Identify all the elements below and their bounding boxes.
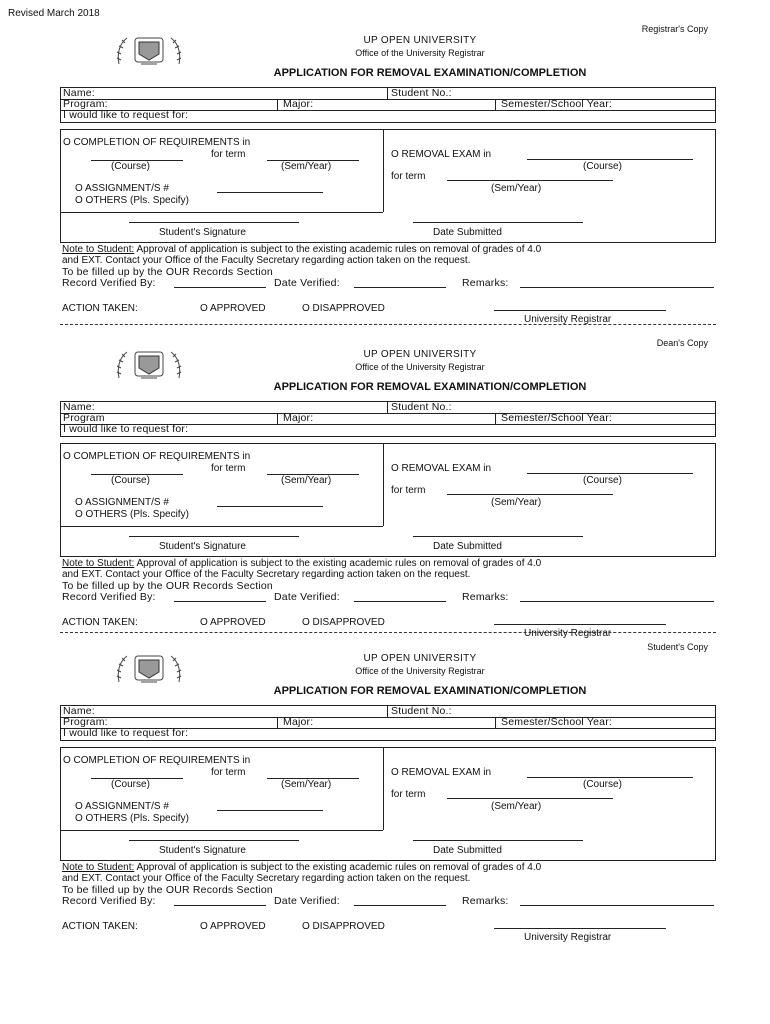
record-verified-label: Record Verified By:	[62, 895, 156, 907]
major-label: Major:	[283, 412, 314, 424]
disapproved-option[interactable]: O DISAPPROVED	[302, 617, 385, 628]
student-no-label: Student No.:	[391, 401, 452, 413]
request-box	[60, 747, 716, 861]
program-label: Program:	[63, 716, 108, 728]
note-line-1	[62, 862, 541, 873]
assignment-line[interactable]	[217, 192, 323, 193]
university-name: UP OPEN UNIVERSITY	[363, 653, 477, 664]
completion-course-caption: (Course)	[111, 475, 150, 486]
record-verified-label: Record Verified By:	[62, 591, 156, 603]
removal-sem-caption: (Sem/Year)	[491, 183, 542, 194]
assignment-option[interactable]: O ASSIGNMENT/S #	[75, 497, 169, 508]
assignment-line[interactable]	[217, 506, 323, 507]
office-name: Office of the University Registrar	[355, 666, 485, 676]
date-verified-label: Date Verified:	[274, 591, 340, 603]
semester-label: Semester/School Year:	[501, 98, 613, 110]
action-taken-label: ACTION TAKEN:	[62, 303, 138, 314]
revision-date: Revised March 2018	[8, 8, 100, 19]
assignment-option[interactable]: O ASSIGNMENT/S #	[75, 183, 169, 194]
signature-caption: Student's Signature	[159, 227, 246, 238]
request-label: I would like to request for:	[63, 109, 189, 121]
approved-option[interactable]: O APPROVED	[200, 303, 266, 314]
note-title: Note to Student:	[62, 244, 135, 255]
completion-sem-caption: (Sem/Year)	[281, 161, 332, 172]
record-verified-label: Record Verified By:	[62, 277, 156, 289]
signature-caption: Student's Signature	[159, 845, 246, 856]
date-submitted-line[interactable]	[413, 840, 583, 841]
date-verified-line[interactable]	[354, 287, 446, 288]
note-text: Approval of application is subject to the existing academic rules on removal of grades of 4.0	[134, 862, 542, 873]
university-name: UP OPEN UNIVERSITY	[363, 349, 477, 360]
disapproved-option[interactable]: O DISAPPROVED	[302, 921, 385, 932]
others-option[interactable]: O OTHERS (Pls. Specify)	[75, 813, 189, 824]
removal-course-caption: (Course)	[583, 779, 622, 790]
completion-course-caption: (Course)	[111, 161, 150, 172]
date-submitted-caption: Date Submitted	[433, 845, 502, 856]
removal-option[interactable]: O REMOVAL EXAM in	[391, 149, 492, 160]
student-no-label: Student No.:	[391, 87, 452, 99]
note-line-2: and EXT. Contact your Office of the Faculty Secretary regarding action taken on the request.	[62, 569, 471, 580]
others-option[interactable]: O OTHERS (Pls. Specify)	[75, 195, 189, 206]
note-line-2: and EXT. Contact your Office of the Faculty Secretary regarding action taken on the request.	[62, 873, 471, 884]
disapproved-option[interactable]: O DISAPPROVED	[302, 303, 385, 314]
copy-label: Student's Copy	[647, 642, 708, 652]
note-text: Approval of application is subject to the existing academic rules on removal of grades of 4.0	[134, 244, 542, 255]
major-label: Major:	[283, 716, 314, 728]
record-verified-line[interactable]	[174, 287, 266, 288]
date-submitted-caption: Date Submitted	[433, 227, 502, 238]
signature-caption: Student's Signature	[159, 541, 246, 552]
removal-for-term-label: for term	[391, 171, 426, 182]
request-label: I would like to request for:	[63, 423, 189, 435]
semester-label: Semester/School Year:	[501, 412, 613, 424]
program-label: Program	[63, 412, 105, 424]
removal-option[interactable]: O REMOVAL EXAM in	[391, 463, 492, 474]
completion-for-term-label: for term	[211, 767, 246, 778]
remarks-line[interactable]	[520, 905, 714, 906]
remarks-label: Remarks:	[462, 895, 509, 907]
deans-copy-section	[0, 324, 770, 639]
registrar-signature-line[interactable]	[494, 624, 666, 625]
approved-option[interactable]: O APPROVED	[200, 921, 266, 932]
office-name: Office of the University Registrar	[355, 48, 485, 58]
approved-option[interactable]: O APPROVED	[200, 617, 266, 628]
semester-label: Semester/School Year:	[501, 716, 613, 728]
note-title: Note to Student:	[62, 862, 135, 873]
removal-course-caption: (Course)	[583, 475, 622, 486]
others-option[interactable]: O OTHERS (Pls. Specify)	[75, 509, 189, 520]
date-submitted-line[interactable]	[413, 536, 583, 537]
record-verified-line[interactable]	[174, 905, 266, 906]
university-name: UP OPEN UNIVERSITY	[363, 35, 477, 46]
signature-line[interactable]	[129, 222, 299, 223]
note-title: Note to Student:	[62, 558, 135, 569]
note-text: Approval of application is subject to the existing academic rules on removal of grades of 4.0	[134, 558, 542, 569]
removal-term-line[interactable]	[447, 494, 613, 495]
completion-option[interactable]: O COMPLETION OF REQUIREMENTS in	[63, 137, 251, 148]
removal-for-term-label: for term	[391, 789, 426, 800]
removal-term-line[interactable]	[447, 180, 613, 181]
filled-by-label: To be filled up by the OUR Records Section	[62, 884, 273, 896]
form-title: APPLICATION FOR REMOVAL EXAMINATION/COMPLETION	[273, 685, 587, 697]
note-line-2: and EXT. Contact your Office of the Faculty Secretary regarding action taken on the request.	[62, 255, 471, 266]
completion-option[interactable]: O COMPLETION OF REQUIREMENTS in	[63, 451, 251, 462]
assignment-option[interactable]: O ASSIGNMENT/S #	[75, 801, 169, 812]
copy-label: Dean's Copy	[656, 338, 708, 348]
removal-option[interactable]: O REMOVAL EXAM in	[391, 767, 492, 778]
student-info-box	[60, 401, 716, 437]
registrar-signature-line[interactable]	[494, 928, 666, 929]
note-line-1	[62, 244, 541, 255]
date-verified-line[interactable]	[354, 601, 446, 602]
request-box	[60, 443, 716, 557]
removal-term-line[interactable]	[447, 798, 613, 799]
registrar-caption: University Registrar	[524, 932, 612, 943]
removal-sem-caption: (Sem/Year)	[491, 801, 542, 812]
removal-course-line[interactable]	[527, 473, 693, 474]
major-label: Major:	[283, 98, 314, 110]
completion-option[interactable]: O COMPLETION OF REQUIREMENTS in	[63, 755, 251, 766]
copy-label: Registrar's Copy	[641, 24, 708, 34]
completion-sem-caption: (Sem/Year)	[281, 779, 332, 790]
student-info-box	[60, 87, 716, 123]
students-copy-section	[0, 628, 770, 943]
signature-line[interactable]	[129, 536, 299, 537]
registrar-caption: University Registrar	[524, 628, 612, 639]
remarks-line[interactable]	[520, 287, 714, 288]
completion-course-caption: (Course)	[111, 779, 150, 790]
removal-for-term-label: for term	[391, 485, 426, 496]
remarks-line[interactable]	[520, 601, 714, 602]
form-title: APPLICATION FOR REMOVAL EXAMINATION/COMPLETION	[273, 381, 587, 393]
office-name: Office of the University Registrar	[355, 362, 485, 372]
remarks-label: Remarks:	[462, 591, 509, 603]
completion-for-term-label: for term	[211, 149, 246, 160]
request-box	[60, 129, 716, 243]
student-info-box	[60, 705, 716, 741]
remarks-label: Remarks:	[462, 277, 509, 289]
request-label: I would like to request for:	[63, 727, 189, 739]
date-verified-label: Date Verified:	[274, 277, 340, 289]
note-line-1	[62, 558, 541, 569]
removal-course-caption: (Course)	[583, 161, 622, 172]
date-submitted-line[interactable]	[413, 222, 583, 223]
date-submitted-caption: Date Submitted	[433, 541, 502, 552]
action-taken-label: ACTION TAKEN:	[62, 617, 138, 628]
signature-line[interactable]	[129, 840, 299, 841]
name-label: Name:	[63, 705, 95, 717]
assignment-line[interactable]	[217, 810, 323, 811]
action-taken-label: ACTION TAKEN:	[62, 921, 138, 932]
date-verified-label: Date Verified:	[274, 895, 340, 907]
filled-by-label: To be filled up by the OUR Records Section	[62, 580, 273, 592]
form-title: APPLICATION FOR REMOVAL EXAMINATION/COMPLETION	[273, 67, 587, 79]
name-label: Name:	[63, 87, 95, 99]
removal-course-line[interactable]	[527, 777, 693, 778]
record-verified-line[interactable]	[174, 601, 266, 602]
registrar-signature-line[interactable]	[494, 310, 666, 311]
filled-by-label: To be filled up by the OUR Records Section	[62, 266, 273, 278]
completion-for-term-label: for term	[211, 463, 246, 474]
removal-course-line[interactable]	[527, 159, 693, 160]
student-no-label: Student No.:	[391, 705, 452, 717]
program-label: Program:	[63, 98, 108, 110]
registrar-caption: University Registrar	[524, 314, 612, 325]
completion-sem-caption: (Sem/Year)	[281, 475, 332, 486]
registrar-copy-section	[0, 10, 770, 325]
name-label: Name:	[63, 401, 95, 413]
date-verified-line[interactable]	[354, 905, 446, 906]
removal-sem-caption: (Sem/Year)	[491, 497, 542, 508]
